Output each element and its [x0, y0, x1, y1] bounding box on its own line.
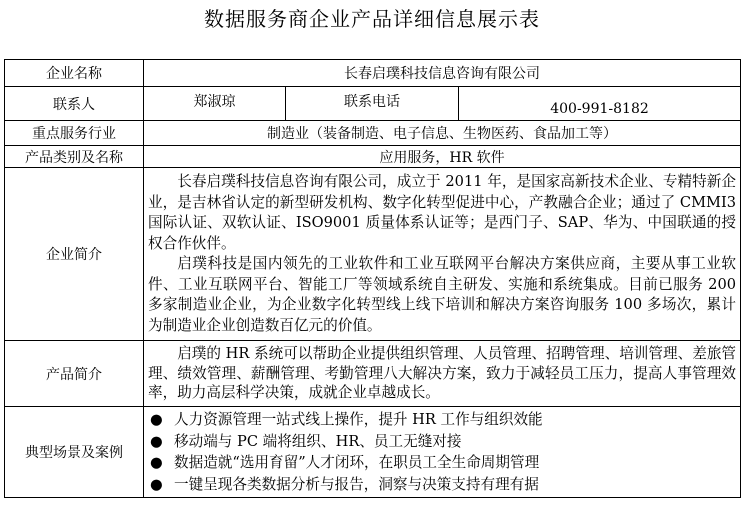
contact-row	[5, 87, 741, 121]
bullet-icon: ●	[150, 475, 163, 493]
bullet-icon: ●	[150, 411, 163, 428]
list-item	[150, 474, 734, 496]
intro-row	[5, 168, 741, 341]
cases-list	[144, 409, 740, 495]
phone-label: 联系电话	[286, 87, 459, 121]
cases-label: 典型场景及案例	[5, 407, 144, 498]
product-category-value: 应用服务，HR 软件	[144, 146, 741, 168]
industry-label: 重点服务行业	[5, 121, 144, 146]
product-intro-content	[144, 341, 741, 407]
contact-label: 联系人	[5, 87, 144, 121]
case-text: 一键呈现各类数据分析与报告，洞察与决策支持有理有据	[174, 475, 539, 493]
product-intro-label: 产品简介	[5, 341, 144, 407]
cases-content	[144, 407, 741, 498]
product-intro-row	[5, 341, 741, 407]
info-table	[4, 59, 741, 498]
cases-row	[5, 407, 741, 498]
bullet-icon: ●	[150, 432, 163, 450]
company-name: 长春启璞科技信息咨询有限公司	[144, 60, 741, 87]
product-category-label: 产品类别及名称	[5, 146, 144, 168]
list-item	[150, 409, 734, 431]
case-text: 数据造就“选用育留”人才闭环，在职员工全生命周期管理	[174, 454, 540, 471]
page-title: 数据服务商企业产品详细信息展示表	[204, 7, 540, 31]
intro-paragraph: 启璞科技是国内领先的工业软件和工业互联网平台解决方案供应商，主要从事工业软件、工业互联网平台、智能工厂等领域系统自主研发、实施和系统集成。目前已服务 200 多家制造业企业，为企业数字化转型线上线下培训和解决方案咨询服务 100 多场次，累计为制造业企业创造数百亿元的价值。	[148, 255, 737, 334]
bullet-icon: ●	[150, 454, 163, 471]
intro-paragraph: 长春启璞科技信息咨询有限公司，成立于 2011 年，是国家高新技术企业、专精特新企业，是吉林省认定的新型研发机构、数字化转型促进中心，产教融合企业；通过了 CMMI3 国际认证、双软认证、ISO9001 质量体系认证等；是西门子、SAP、华为、中国联通的授权合作伙伴。	[148, 173, 737, 252]
phone-value: 400-991-8182	[459, 87, 741, 121]
intro-label: 企业简介	[5, 168, 144, 341]
list-item	[150, 431, 734, 453]
case-text: 移动端与 PC 端将组织、HR、员工无缝对接	[174, 432, 462, 450]
company-label: 企业名称	[5, 60, 144, 87]
industry-value: 制造业（装备制造、电子信息、生物医药、食品加工等）	[144, 121, 741, 146]
intro-content	[144, 168, 741, 341]
case-text: 人力资源管理一站式线上操作，提升 HR 工作与组织效能	[174, 411, 543, 428]
product-category-row	[5, 146, 741, 168]
product-intro-text: 启璞的 HR 系统可以帮助企业提供组织管理、人员管理、招聘管理、培训管理、差旅管理、绩效管理、薪酬管理、考勤管理八大解决方案，致力于减轻员工压力，提高人事管理效率，助力高层科学决策，成就企业卓越成长。	[148, 345, 737, 402]
list-item	[150, 452, 734, 474]
contact-name: 郑淑琼	[144, 87, 286, 121]
industry-row	[5, 121, 741, 146]
company-row	[5, 60, 741, 87]
